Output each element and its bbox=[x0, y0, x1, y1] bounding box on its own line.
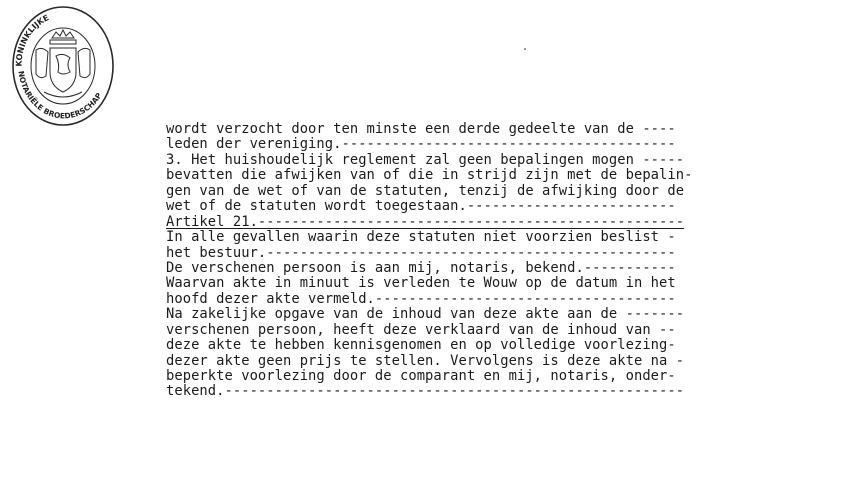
text-line: 3. Het huishoudelijk reglement zal geen bepalingen mogen ----- bbox=[166, 151, 685, 168]
stamp-ring-text-top: KONINKLIJKE bbox=[14, 13, 51, 67]
text-line: wordt verzocht door ten minste een derde gedeelte van de ---- bbox=[166, 121, 676, 137]
text-line: De verschenen persoon is aan mij, notaris, bekend.----------- bbox=[166, 259, 676, 276]
text-line: dezer akte geen prijs te stellen. Vervolgens is deze akte na - bbox=[166, 352, 685, 369]
notary-seal-stamp bbox=[6, 2, 118, 130]
text-line: bevatten die afwijken van of die in strijd zijn met de bepalin- bbox=[166, 167, 693, 184]
text-line: verschenen persoon, heeft deze verklaard van de inhoud van -- bbox=[166, 321, 676, 338]
deed-text-body bbox=[166, 122, 846, 400]
svg-text:NOTARIËLE BROEDERSCHAP bbox=[16, 70, 103, 120]
stray-mark bbox=[524, 48, 526, 50]
article-heading: Artikel 21.--------------------------------------------------- bbox=[166, 213, 685, 230]
text-line: het bestuur.------------------------------------------------- bbox=[166, 244, 676, 261]
stamp-ring-text-bottom: NOTARIËLE BROEDERSCHAP bbox=[16, 70, 104, 121]
text-line: gen van de wet of van de statuten, tenzij de afwijking door de bbox=[166, 182, 685, 199]
text-line: leden der vereniging.---------------------------------------- bbox=[166, 136, 676, 153]
svg-text:KONINKLIJKE bbox=[14, 13, 50, 66]
text-line: deze akte te hebben kennisgenomen en op volledige voorlezing- bbox=[166, 337, 676, 354]
coat-of-arms-icon bbox=[36, 30, 90, 97]
text-line: wet of de statuten wordt toegestaan.------------------------- bbox=[166, 198, 676, 215]
text-line: beperkte voorlezing door de comparant en mij, notaris, onder- bbox=[166, 368, 676, 384]
text-line: Waarvan akte in minuut is verleden te Wouw op de datum in het bbox=[166, 275, 676, 292]
text-line: hoofd dezer akte vermeld.------------------------------------ bbox=[166, 290, 676, 307]
text-line: In alle gevallen waarin deze statuten niet voorzien beslist - bbox=[166, 229, 676, 246]
text-line: tekend.------------------------------------------------------- bbox=[166, 383, 685, 400]
text-line: Na zakelijke opgave van de inhoud van deze akte aan de ------- bbox=[166, 306, 685, 323]
